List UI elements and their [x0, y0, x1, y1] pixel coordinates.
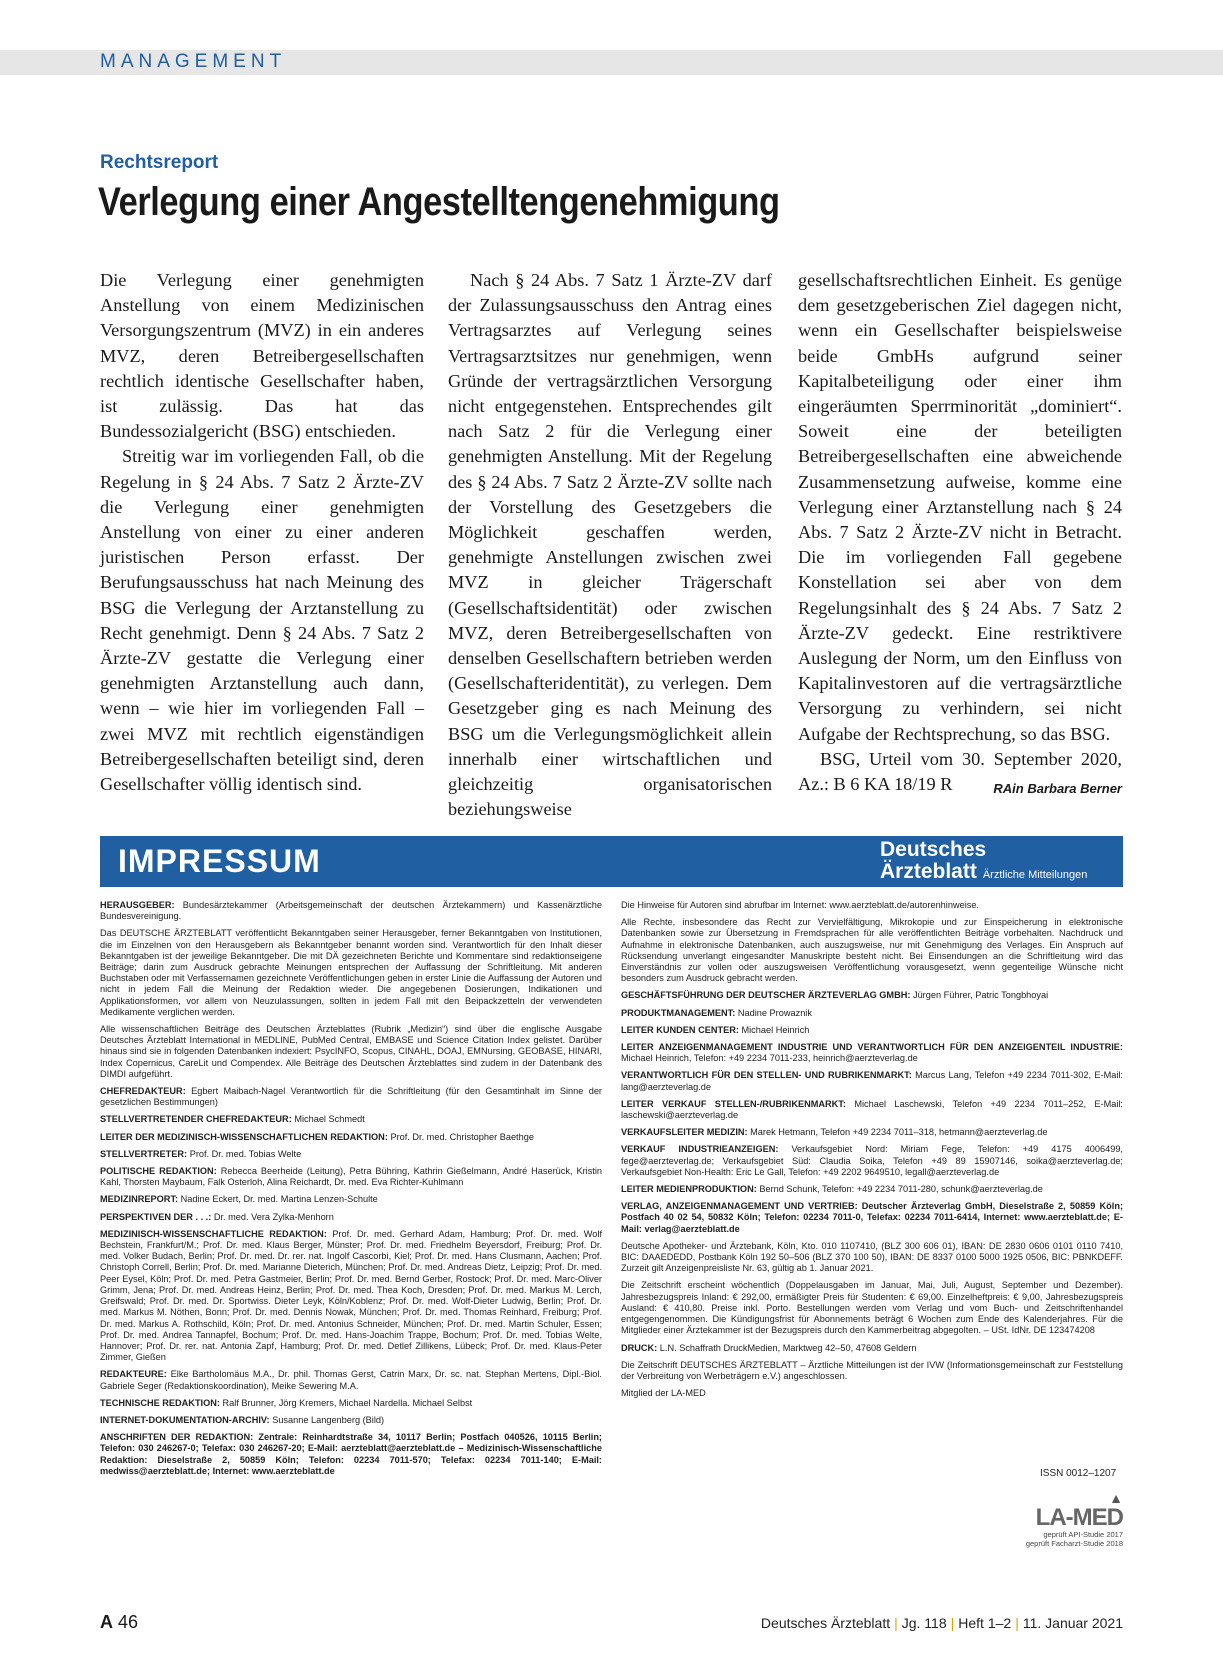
impressum-entry-text: Verkaufsgebiet Nord: Miriam Fege, Telefon: +49 4175 4006499, fege@aerzteverlag.de; Verkaufsgebiet Süd: Claudia Soika, Telefon +49 89 15907146, soika@aerzteverlag.de; Verkaufsgebiet Non-Health: Eric Le Gall, Telefon: +49 2202 9649510, legall@aerzteverlag.de: [621, 1144, 1123, 1177]
brand-line-2: Ärzteblatt: [880, 860, 977, 883]
impressum-entry-label: VERLAG, ANZEIGENMANAGEMENT UND VERTRIEB:: [621, 1201, 858, 1212]
impressum-entry-text: Susanne Langenberg (Bild): [272, 1414, 385, 1425]
impressum-left-column: [100, 900, 602, 1483]
issn: ISSN 0012–1207: [1040, 1468, 1117, 1479]
impressum-entry: [100, 1369, 602, 1391]
impressum-entry: [621, 1144, 1123, 1178]
impressum-entry-label: HERAUSGEBER:: [100, 900, 175, 910]
impressum-entry-label: VERANTWORTLICH FÜR DEN STELLEN- UND RUBRIKENMARKT:: [621, 1070, 912, 1081]
article-column-1: [100, 268, 424, 797]
impressum-entry: [621, 1184, 1123, 1195]
impressum-entry-text: Ralf Brunner, Jörg Kremers, Michael Nardella. Michael Selbst: [222, 1397, 473, 1408]
impressum-entry: [100, 1132, 602, 1143]
impressum-entry-text: Die Zeitschrift DEUTSCHES ÄRZTEBLATT – Ärztliche Mitteilungen ist der IVW (Informationsgemeinschaft zur Feststellung der Verbreitung von Werbeträgern e.V.) angeschlossen.: [621, 1359, 1123, 1381]
lamed-mark-icon: ▲: [1109, 1490, 1123, 1506]
article-paragraph: Die Verlegung einer genehmigten Anstellung von einem Medizinischen Versorgungszentrum (MVZ) in ein anderes MVZ, deren Betreibergesellschaften rechtlich identische Gesellschafter haben, ist zulässig. Das hat das Bundessozialgericht (BSG) entschieden.: [100, 270, 424, 442]
impressum-entry: [621, 1201, 1123, 1235]
footer-separator: |: [950, 1615, 955, 1631]
impressum-entry-text: Die Zeitschrift erscheint wöchentlich (Doppelausgaben im Januar, Mai, Juli, August, September und Dezember). Jahresbezugspreis Inland: € 292,00, ermäßigter Preis für Studenten: € 69,00. Einzelheftpreis: € 9,00, Jahresbezugspreis Ausland: € 410,80. Preise inkl. Porto. Bestellungen werden vom Verlag und vom Buch- und Zeitschriftenhandel entgegengenommen. Die Kündigungsfrist für Abonnements beträgt 6 Wochen zum Ende des Kalenderjahres. Für die Mitglieder einer Ärztekammer ist der Bezugspreis durch den Kammerbeitrag abgegolten. – USt. IdNr. DE 123474208: [621, 1280, 1123, 1336]
footer-date: 11. Januar 2021: [1022, 1615, 1123, 1631]
impressum-entry-text: Mitglied der LA-MED: [621, 1388, 706, 1399]
impressum-entry-label: STELLVERTRETER:: [100, 1148, 188, 1159]
article-column-3: [798, 268, 1122, 801]
impressum-right-column: [621, 900, 1123, 1405]
impressum-entry-label: INTERNET-DOKUMENTATION-ARCHIV:: [100, 1414, 270, 1425]
impressum-entry-label: DRUCK:: [621, 1342, 658, 1353]
brand-subtitle: Ärztliche Mitteilungen: [982, 869, 1088, 881]
impressum-entry-text: Rebecca Beerheide (Leitung), Petra Bühring, Kathrin Gießelmann, André Haserück, Kristin Kahl, Thorsten Maybaum, Falk Osterloh, Alina Reichardt, Dr. med. Eva Richter-Kuhlmann: [100, 1166, 602, 1188]
impressum-entry: [100, 1212, 602, 1223]
citation-text: BSG, Urteil vom 30. September 2020, Az.: B 6 KA 18/19 R: [798, 748, 1122, 795]
impressum-entry: [100, 1415, 602, 1426]
impressum-entry: [621, 1127, 1123, 1138]
impressum-entry: [100, 1166, 602, 1188]
impressum-entry-label: PERSPEKTIVEN DER . . .:: [100, 1211, 212, 1222]
impressum-entry: [621, 1099, 1123, 1121]
impressum-entry-text: Nadine Prowaznik: [737, 1007, 812, 1018]
article-citation: [798, 747, 1122, 797]
impressum-entry-text: Bernd Schunk, Telefon: +49 2234 7011-280, schunk@aerzteverlag.de: [759, 1184, 1043, 1195]
impressum-entry-text: L.N. Schaffrath DruckMedien, Marktweg 42–50, 47608 Geldern: [659, 1342, 917, 1353]
impressum-entry-text: Dr. med. Vera Zylka-Menhorn: [213, 1211, 334, 1222]
impressum-entry-label: CHEFREDAKTEUR:: [100, 1086, 186, 1097]
impressum-entry: [100, 1432, 602, 1477]
impressum-entry-label: PRODUKTMANAGEMENT:: [621, 1007, 736, 1018]
impressum-entry-text: Deutscher Ärzteverlag GmbH, Dieselstraße 2, 50859 Köln; Postfach 40 02 54, 50832 Köln; Telefon: 02234 7011-0, Telefax: 02234 7011-6414, Internet: www.aerzteblatt.de; E-Mail: verlag@aerzteblatt.de: [621, 1201, 1124, 1234]
impressum-entry-label: LEITER MEDIENPRODUKTION:: [621, 1184, 757, 1195]
impressum-entry: [100, 1024, 602, 1080]
impressum-entry-label: MEDIZINISCH-WISSENSCHAFTLICHE REDAKTION:: [100, 1228, 327, 1239]
impressum-entry: [621, 1280, 1123, 1336]
impressum-entry: [100, 1229, 602, 1363]
lamed-caption-1: geprüft API-Studie 2017: [1043, 1530, 1123, 1539]
impressum-entry-label: MEDIZINREPORT:: [100, 1194, 179, 1205]
impressum-entry: [621, 1360, 1123, 1382]
impressum-entry: [100, 928, 602, 1018]
impressum-entry-text: Marek Hetmann, Telefon +49 2234 7011–318, hetmann@aerzteverlag.de: [750, 1127, 1048, 1138]
impressum-entry-label: STELLVERTRETENDER CHEFREDAKTEUR:: [100, 1114, 292, 1125]
article-kicker: Rechtsreport: [100, 152, 219, 173]
article-paragraph: gesellschaftsrechtlichen Einheit. Es genüge dem gesetzgeberischen Ziel dagegen nicht, wenn ein Gesellschafter beispielsweise beide GmbHs aufgrund seiner Kapitalbeteiligung oder einer ihm eingeräumten Sperrminorität „dominiert“. Soweit eine der beteiligten Betreibergesellschaften eine abweichende Zusammensetzung aufweise, komme eine Verlegung einer Arztanstellung nach § 24 Abs. 7 Satz 2 Ärzte-ZV nicht in Betracht. Die im vorliegenden Fall gegebene Konstellation sei aber von dem Regelungsinhalt des § 24 Abs. 7 Satz 2 Ärzte-ZV gedeckt. Eine restriktivere Auslegung der Norm, um den Einfluss von Kapitalinvestoren auf die vertragsärztliche Versorgung zu verhindern, sei nicht Aufgabe der Rechtsprechung, so das BSG.: [798, 270, 1122, 744]
impressum-entry-text: Alle Rechte, insbesondere das Recht zur Vervielfältigung, Mikrokopie und zur Einspeicherung in elektronische Datenbanken sowie zur Übersetzung in Fremdsprachen für alle veröffentlichten Beiträge vorbehalten. Nachdruck und Aufnahme in elektronische Datenbanken, auch auszugsweise, nur mit Genehmigung des Verlages. Ein Anspruch auf Rücksendung unverlangt eingesandter Manuskripte besteht nicht. Bei Einsendungen an die Schriftleitung wird das Einverständnis zur vollen oder auszugsweisen Veröffentlichung vorausgesetzt, wenn gegenteilige Wünsche nicht besonders zum Ausdruck gebracht werden.: [621, 917, 1123, 984]
impressum-entry-label: GESCHÄFTSFÜHRUNG DER DEUTSCHER ÄRZTEVERLAG GMBH:: [621, 990, 911, 1001]
impressum-entry-label: LEITER ANZEIGENMANAGEMENT INDUSTRIE UND VERANTWORTLICH FÜR DEN ANZEIGENTEIL INDUSTRIE:: [621, 1042, 1123, 1053]
impressum-entry-label: POLITISCHE REDAKTION:: [100, 1166, 217, 1177]
impressum-entry: [621, 1008, 1123, 1019]
impressum-entry: [621, 1388, 1123, 1399]
lamed-logo: [1010, 1490, 1123, 1548]
impressum-entry: [100, 1398, 602, 1409]
impressum-entry: [100, 1086, 602, 1108]
article-column-2: [448, 268, 772, 822]
impressum-entry-text: Egbert Maibach-Nagel Verantwortlich für die Schriftleitung (für den Gesamtinhalt im Sinne der gesetzlichen Bestimmungen): [100, 1086, 602, 1108]
impressum-title: IMPRESSUM: [118, 843, 321, 879]
impressum-entry-label: VERKAUF INDUSTRIEANZEIGEN:: [621, 1144, 779, 1155]
lamed-logo-text: LA-MED: [1035, 1504, 1123, 1531]
impressum-entry-text: Jürgen Führer, Patric Tongbhoyai: [912, 990, 1049, 1001]
impressum-entry-label: TECHNISCHE REDAKTION:: [100, 1397, 220, 1408]
impressum-entry-label: REDAKTEURE:: [100, 1369, 167, 1380]
impressum-entry: [100, 1114, 602, 1125]
impressum-entry-label: ANSCHRIFTEN DER REDAKTION:: [100, 1432, 254, 1443]
impressum-entry-text: Die Hinweise für Autoren sind abrufbar im Internet: www.aerzteblatt.de/autorenhinweise.: [621, 900, 979, 910]
journal-brand-logo: [880, 838, 1087, 886]
impressum-entry: [621, 917, 1123, 984]
impressum-entry-text: Zentrale: Reinhardtstraße 34, 10117 Berlin; Postfach 040526, 10115 Berlin; Telefon: 030 246267-0; Telefax: 030 246267-20; E-Mail: aerzteblatt@aerzteblatt.de – Medizinisch-Wissenschaftliche Redaktion: Dieselstraße 2, 50859 Köln; Telefon: 02234 7011-570; Telefax: 02234 7011-140; E-Mail: medwiss@aerzteblatt.de; Internet: www.aerzteblatt.de: [100, 1432, 602, 1476]
impressum-entry-text: Das DEUTSCHE ÄRZTEBLATT veröffentlicht Bekanntgaben seiner Herausgeber, ferner Bekanntgaben von Institutionen, die im Einzelnen von den Herausgebern als Bekanntgeber benannt worden sind. Verantwortlich für den Inhalt dieser Bekanntgaben ist der jeweilige Bekanntgeber. Die mit DÄ gezeichneten Berichte und Kommentare sind redaktionseigene Beiträge; darin zum Ausdruck gebrachte Meinungen entsprechen der Auffassung der Schriftleitung. Mit anderen Buchstaben oder mit Verfassernamen gezeichnete Veröffentlichungen geben in erster Linie die Auffassung der Autoren und nicht in jedem Fall die Meinung der Redaktion wieder. Die angegebenen Dosierungen, Indikationen und Applikationsformen, vor allem von Neuzulassungen, sollten in jedem Fall mit den Beipackzetteln der verwendeten Medikamente verglichen werden.: [100, 928, 602, 1017]
article-author: RAin Barbara Berner: [993, 781, 1122, 797]
impressum-entry: [621, 990, 1123, 1001]
footer-separator: |: [894, 1615, 898, 1631]
impressum-entry: [621, 1070, 1123, 1092]
impressum-entry-text: Michael Schmedt: [294, 1114, 365, 1125]
article-title: Verlegung einer Angestelltengenehmigung: [98, 180, 780, 224]
footer-volume: Jg. 118: [901, 1615, 947, 1631]
page-prefix: A: [100, 1612, 113, 1632]
impressum-entry-text: Michael Laschewski, Telefon +49 2234 7011–252, E-Mail: laschewski@aerzteverlag.de: [621, 1098, 1123, 1121]
footer-separator: |: [1015, 1615, 1019, 1631]
impressum-entry-text: Alle wissenschaftlichen Beiträge des Deutschen Ärzteblattes (Rubrik „Medizin“) sind über die englische Ausgabe Deutsches Ärzteblatt International in MEDLINE, PubMed Central, EMBASE und Science Citation Index gelistet. Darüber hinaus sind sie in folgenden Datenbanken indexiert: PsycINFO, Scopus, CINAHL, DOAJ, EMNursing, GEOBASE, HINARI, Index Copernicus, CareLit und Compendex. Alle Beiträge des Deutschen Ärzteblattes sind zudem in der Datenbank des DIMDI aufgeführt.: [100, 1024, 602, 1079]
impressum-entry-label: LEITER VERKAUF STELLEN-/RUBRIKENMARKT:: [621, 1098, 846, 1109]
impressum-entry-text: Prof. Dr. med. Tobias Welte: [189, 1148, 302, 1159]
impressum-entry: [621, 1241, 1123, 1275]
journal-footer: [761, 1615, 1123, 1631]
impressum-entry: [621, 1025, 1123, 1036]
impressum-entry-label: VERKAUFSLEITER MEDIZIN:: [621, 1127, 748, 1138]
section-label: MANAGEMENT: [100, 51, 287, 72]
impressum-entry: [100, 1149, 602, 1160]
article-paragraph: Streitig war im vorliegenden Fall, ob die Regelung in § 24 Abs. 7 Satz 2 Ärzte-ZV die Verlegung einer genehmigten Anstellung von einer zu einer anderen juristischen Person erfasst. Der Berufungsausschuss hat nach Meinung des BSG die Verlegung der Arztanstellung zu Recht genehmigt. Denn § 24 Abs. 7 Satz 2 Ärzte-ZV gestatte die Verlegung einer genehmigten Arztanstellung auch dann, wenn – wie hier im vorliegenden Fall – zwei MVZ mit rechtlich eigenständigen Betreibergesellschaften beteiligt sind, deren Gesellschafter völlig identisch sind.: [100, 446, 424, 795]
impressum-entry-text: Elke Bartholomäus M.A., Dr. phil. Thomas Gerst, Catrin Marx, Dr. sc. nat. Stephan Mertens, Dipl.-Biol. Gabriele Seger (Redaktionskoordination), Meike Sewering M.A.: [100, 1369, 602, 1391]
brand-line-1: Deutsches: [880, 838, 987, 861]
impressum-entry: [100, 1194, 602, 1205]
page-number-value: 46: [118, 1612, 139, 1632]
article-paragraph: Nach § 24 Abs. 7 Satz 1 Ärzte-ZV darf der Zulassungsausschuss den Antrag eines Vertragsarztes auf Verlegung seines Vertragsarztsitzes nur genehmigen, wenn Gründe der vertragsärztlichen Versorgung nicht entgegenstehen. Entsprechendes gilt nach Satz 2 für die Verlegung einer genehmigten Anstellung. Mit der Regelung des § 24 Abs. 7 Satz 2 Ärzte-ZV sollte nach der Vorstellung des Gesetzgebers die Möglichkeit geschaffen werden, genehmigte Anstellungen zwischen zwei MVZ in gleicher Trägerschaft (Gesellschaftsidentität) oder zwischen MVZ, deren Betreibergesellschaften von denselben Gesellschaftern betrieben werden (Gesellschafteridentität), zu verlegen. Dem Gesetzgeber ging es nach Meinung des BSG um die Verlegungsmöglichkeit allein innerhalb einer wirtschaftlichen und gleichzeitig organisatorischen beziehungsweise: [448, 270, 772, 820]
impressum-entry: [100, 900, 602, 922]
footer-journal: Deutsches Ärzteblatt: [760, 1615, 891, 1631]
impressum-entry-text: Michael Heinrich: [741, 1024, 810, 1035]
page-number: [100, 1612, 138, 1633]
impressum-entry-text: Prof. Dr. med. Christopher Baethge: [390, 1131, 534, 1142]
impressum-entry-text: Prof. Dr. med. Gerhard Adam, Hamburg; Prof. Dr. med. Wolf Bechstein, Frankfurt/M.; Prof. Dr. med. Klaus Berger, Münster; Prof. Dr. med. Friedhelm Beyersdorf, Freiburg; Prof. Dr. med. Volker Budach, Berlin; Prof. Dr. med. Dr. rer. nat. Ingolf Cascorbi, Kiel; Prof. Dr. med. Hans Clusmann, Aachen; Prof. Christoph Correll, Berlin; Prof. Dr. med. Marianne Dieterich, München; Prof. Dr. med. Andreas Dietz, Leipzig; Prof. Dr. med. Peer Eysel, Köln; Prof. Dr. med. Petra Gastmeier, Berlin; Prof. Dr. med. Bernd Gerber, Rostock; Prof. Dr. med. Marc-Oliver Grimm, Jena; Prof. Dr. med. Andreas Heinz, Berlin; Prof. Dr. med. Thea Koch, Dresden; Prof. Dr. med. Markus M. Lerch, Greifswald; Prof. Dr. med. Dr. Sportwiss. Dieter Leyk, Köln/Koblenz; Prof. Dr. med. Wolf-Dieter Ludwig, Berlin; Prof. Dr. med. Markus M. Nöthen, Bonn; Prof. Dr. med. Dennis Nowak, München; Prof. Dr. med. Thomas Reinhard, Freiburg; Prof. Dr. med. Markus A. Rothschild, Köln; Prof. Dr. med. Antonius Schneider, München; Prof. Dr. med. Martin Schuler, Essen; Prof. Dr. med. Andrea Tannapfel, Bochum; Prof. Dr. med. Hans-Joachim Trappe, Bochum; Prof. Dr. med. Tobias Welte, Hannover; Prof. Dr. rer. nat. Antonia Zapf, Hamburg; Prof. Dr. med. Detlef Zillikens, Lübeck; Prof. Dr. med. Klaus-Peter Zimmer, Gießen: [100, 1228, 602, 1363]
impressum-entry-text: Deutsche Apotheker- und Ärztebank, Köln, Kto. 010 1107410, (BLZ 300 606 01), IBAN: DE 2830 0606 0101 0110 7410, BIC: DAAEDEDD, Postbank Köln 192 50–506 (BLZ 370 100 50), IBAN: DE 8337 0100 5000 1925 0506, BIC: PBNKDEFF. Zurzeit gilt Anzeigenpreisliste Nr. 63, gültig ab 1. Januar 2021.: [621, 1240, 1123, 1274]
impressum-entry-text: Nadine Eckert, Dr. med. Martina Lenzen-Schulte: [180, 1194, 378, 1205]
footer-issue: Heft 1–2: [958, 1615, 1012, 1631]
impressum-entry-label: LEITER DER MEDIZINISCH-WISSENSCHAFTLICHEN REDAKTION:: [100, 1131, 388, 1142]
lamed-caption-2: geprüft Facharzt-Studie 2018: [1025, 1539, 1123, 1548]
impressum-entry: [621, 900, 1123, 911]
impressum-entry-text: Bundesärztekammer (Arbeitsgemeinschaft der deutschen Ärztekammern) und Kassenärztliche Bundesvereinigung.: [100, 900, 602, 922]
impressum-entry-text: Michael Heinrich, Telefon: +49 2234 7011-233, heinrich@aerzteverlag.de: [621, 1053, 918, 1064]
impressum-entry-label: LEITER KUNDEN CENTER:: [621, 1024, 739, 1035]
impressum-entry: [621, 1343, 1123, 1354]
impressum-entry-text: Marcus Lang, Telefon +49 2234 7011-302, E-Mail: lang@aerzteverlag.de: [621, 1070, 1123, 1092]
impressum-entry: [621, 1042, 1123, 1064]
